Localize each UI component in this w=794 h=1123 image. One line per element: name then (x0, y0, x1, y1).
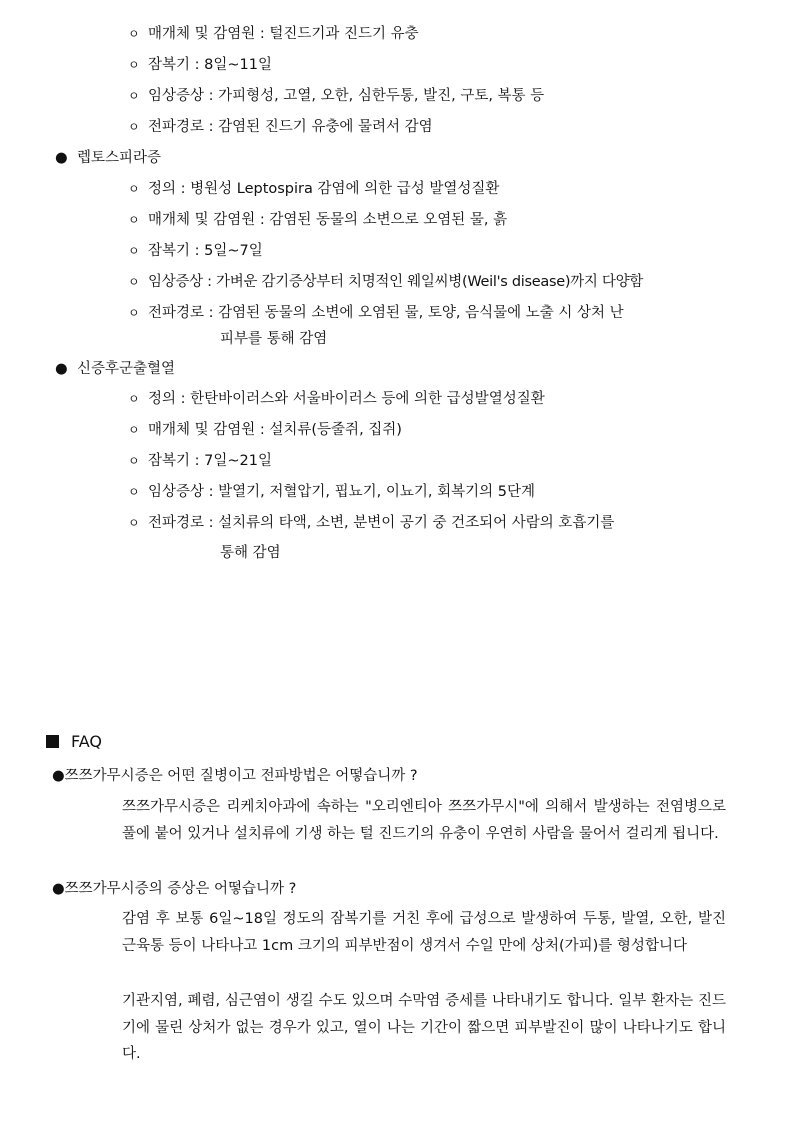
square-bullet-icon (46, 735, 59, 748)
list-item-continuation: 통해 감염 (220, 545, 281, 561)
faq-answer: 감염 후 보통 6일~18일 정도의 잠복기를 거친 후에 급성으로 발생하여 두통, 발열, 오한, 발진 근육통 등이 나타나고 1cm 크기의 피부반점이 생겨서 수일 만에 상처(가피)를 형성합니다 (122, 911, 726, 954)
sub-bullet-marker: ㅇ (128, 423, 140, 437)
list-item-text: 임상증상 : 발열기, 저혈압기, 핍뇨기, 이뇨기, 회복기의 5단계 (148, 484, 535, 500)
bullet-marker: ● (55, 361, 68, 377)
sub-bullet-marker: ㅇ (128, 120, 140, 134)
section-title: 렙토스피라증 (77, 150, 162, 166)
section-title: 신증후군출혈열 (77, 361, 176, 377)
list-item-text: 잠복기 : 5일~7일 (148, 243, 263, 259)
sub-bullet-marker: ㅇ (128, 275, 140, 289)
list-item-text: 정의 : 한탄바이러스와 서울바이러스 등에 의한 급성발열성질환 (148, 391, 545, 407)
sub-bullet-marker: ㅇ (128, 454, 140, 468)
list-item-text: 매개체 및 감염원 : 털진드기과 진드기 유충 (148, 26, 419, 42)
sub-bullet-marker: ㅇ (128, 27, 140, 41)
list-item-text: 매개체 및 감염원 : 설치류(등줄쥐, 집쥐) (148, 422, 402, 438)
list-item-text: 임상증상 : 가피형성, 고열, 오한, 심한두통, 발진, 구토, 복통 등 (148, 88, 545, 104)
list-item-text: 임상증상 : 가벼운 감기증상부터 치명적인 웨일씨병(Weil's disease)까지 다양함 (148, 274, 644, 290)
sub-bullet-marker: ㅇ (128, 89, 140, 103)
list-item-text: 정의 : 병원성 Leptospira 감염에 의한 급성 발열성질환 (148, 181, 500, 197)
sub-bullet-marker: ㅇ (128, 485, 140, 499)
faq-answer: 기관지염, 폐렴, 심근염이 생길 수도 있으며 수막염 증세를 나타내기도 합니다. 일부 환자는 진드기에 물린 상처가 없는 경우가 있고, 열이 나는 기간이 짧으면 피부발진이 많이 나타나기도 합니다. (122, 993, 726, 1062)
list-item-text: 전파경로 : 감염된 진드기 유충에 물려서 감염 (148, 119, 433, 135)
sub-bullet-marker: ㅇ (128, 516, 140, 530)
faq-answer: 쯔쯔가무시증은 리케치아과에 속하는 "오리엔티아 쯔쯔가무시"에 의해서 발생하는 전염병으로 풀에 붙어 있거나 설치류에 기생 하는 털 진드기의 유충이 우연히 사람을 물어서 걸리게 됩니다. (122, 799, 726, 842)
sub-bullet-marker: ㅇ (128, 58, 140, 72)
bullet-marker: ● (55, 150, 68, 166)
sub-bullet-marker: ㅇ (128, 182, 140, 196)
list-item-text: 매개체 및 감염원 : 감염된 동물의 소변으로 오염된 물, 흙 (148, 212, 508, 228)
faq-question: ●쯔쯔가무시증은 어떤 질병이고 전파방법은 어떻습니까 ? (52, 768, 418, 784)
list-item-text: 전파경로 : 설치류의 타액, 소변, 분변이 공기 중 건조되어 사람의 호흡기를 (148, 515, 615, 531)
list-item-text: 전파경로 : 감염된 동물의 소변에 오염된 물, 토양, 음식물에 노출 시 상처 난 (148, 305, 624, 321)
sub-bullet-marker: ㅇ (128, 392, 140, 406)
sub-bullet-marker: ㅇ (128, 213, 140, 227)
faq-question: ●쯔쯔가무시증의 증상은 어떻습니까 ? (52, 881, 297, 897)
list-item-continuation: 피부를 통해 감염 (220, 331, 328, 347)
sub-bullet-marker: ㅇ (128, 244, 140, 258)
sub-bullet-marker: ㅇ (128, 306, 140, 320)
faq-heading (46, 733, 102, 751)
list-item-text: 잠복기 : 8일~11일 (148, 57, 272, 73)
list-item-text: 잠복기 : 7일~21일 (148, 453, 272, 469)
faq-heading-text: FAQ (71, 732, 102, 751)
